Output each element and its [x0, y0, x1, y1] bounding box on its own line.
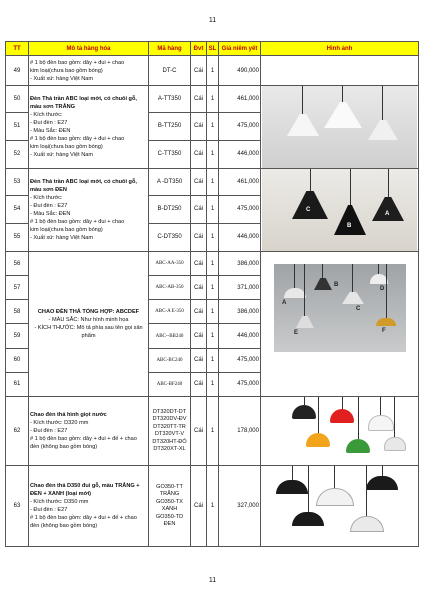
row-tt: 62 [6, 397, 29, 466]
desc-line: - Kích thước: [30, 112, 63, 118]
row-unit: Cái [191, 466, 207, 547]
header-image: Hình ảnh [261, 42, 419, 56]
row-price: 446,000 [219, 223, 261, 251]
row-tt: 52 [6, 140, 29, 168]
code-line: TRẮNG [159, 491, 180, 497]
row-price: 178,000 [219, 397, 261, 466]
row-unit: Cái [191, 223, 207, 251]
desc-title: Đèn Thả trần ABC loại mới, có chuôi gỗ, màu sơn ĐEN [30, 179, 137, 193]
row-tt: 60 [6, 348, 29, 372]
code-line: DT320DV-ĐV [152, 416, 187, 422]
row-code: B-TT250 [149, 113, 191, 140]
header-price: Giá niêm yết [219, 42, 261, 56]
row-price: 490,000 [219, 56, 261, 86]
row-tt: 57 [6, 276, 29, 300]
black-lamp-shade [366, 476, 398, 490]
row-unit: Cái [191, 113, 207, 140]
row-code: ABC--BB240 [149, 324, 191, 348]
desc-title: Đèn Thả trần ABC loại mới, có chuôi gỗ, màu sơn TRẮNG [30, 96, 137, 110]
black-lamp-shade [292, 512, 324, 526]
row-code: ABC-A E-350 [149, 300, 191, 324]
row-code: B-DT250 [149, 196, 191, 223]
row-code [149, 397, 191, 466]
desc-line: - Xuất xứ: hàng Việt Nam [30, 235, 94, 241]
row-qty: 1 [207, 276, 219, 300]
row-tt: 58 [6, 300, 29, 324]
header-unit: Đvt [191, 42, 207, 56]
row-unit: Cái [191, 397, 207, 466]
code-line: DT320DT-DT [152, 408, 187, 415]
row-qty: 1 [207, 397, 219, 466]
row-unit: Cái [191, 140, 207, 168]
code-line: ĐEN [163, 521, 176, 527]
desc-line: - Đui đèn : E27 [30, 203, 68, 209]
row-qty: 1 [207, 56, 219, 86]
product-image [261, 397, 419, 466]
header-desc: Mô tả hàng hóa [29, 42, 149, 56]
row-qty: 1 [207, 223, 219, 251]
row-unit: Cái [191, 252, 207, 276]
row-code [149, 466, 191, 547]
desc-line: - Kích thước: D320 mm [30, 420, 89, 426]
product-description [29, 56, 149, 86]
product-image [261, 56, 419, 86]
photo-label: F [382, 328, 386, 334]
row-price: 461,000 [219, 169, 261, 196]
desc-line: - Xuất xứ: hàng Việt Nam [30, 152, 94, 158]
row-qty: 1 [207, 324, 219, 348]
row-code: DT-C [149, 56, 191, 86]
code-line: DT320TT-TR [153, 423, 186, 430]
white-lamp-shade [350, 516, 384, 532]
page-number-top: 11 [208, 17, 217, 24]
red-lamp-shade [330, 409, 354, 423]
white-lamp-shade [368, 415, 394, 431]
header-tt: TT [6, 42, 29, 56]
code-line: GO350-TD [155, 513, 184, 520]
white-lamp-shade [316, 488, 354, 506]
product-image [261, 86, 419, 169]
product-image [261, 169, 419, 252]
row-code: ABC-BF240 [149, 372, 191, 396]
desc-line: # 1 bộ đèn bao gồm: dây + đui + chao [30, 59, 125, 66]
row-price: 386,000 [219, 252, 261, 276]
photo-label: E [294, 330, 299, 336]
desc-line: kim loại(chưa bao gồm bóng) [30, 144, 103, 150]
photo-label: C [306, 207, 311, 213]
desc-title: Chao đèn thả hình giọt nước [30, 412, 107, 418]
table-row [6, 169, 419, 196]
desc-line: # 1 bộ đèn bao gồm: dây + đui + đế + chao đèn (không bao gồm bóng) [30, 515, 137, 529]
desc-line: kim loại(chưa bao gồm bóng) [30, 227, 103, 233]
row-qty: 1 [207, 252, 219, 276]
row-unit: Cái [191, 372, 207, 396]
row-qty: 1 [207, 140, 219, 168]
row-price: 475,000 [219, 372, 261, 396]
row-unit: Cái [191, 324, 207, 348]
product-description [29, 86, 149, 169]
row-tt: 63 [6, 466, 29, 547]
desc-line: - Kích thước: [30, 195, 63, 201]
row-price: 446,000 [219, 324, 261, 348]
header-qty: SL [207, 42, 219, 56]
row-price: 475,000 [219, 348, 261, 372]
price-table [5, 41, 419, 547]
desc-line: kim loại(chưa bao gồm bóng) [30, 67, 103, 74]
white-lamp-shade [287, 114, 319, 136]
photo-label: B [347, 223, 352, 229]
row-code: C-TT350 [149, 140, 191, 168]
lamp-photo [274, 264, 406, 352]
row-price: 386,000 [219, 300, 261, 324]
orange-lamp-shade [306, 433, 330, 447]
black-lamp-shade [292, 405, 316, 419]
desc-line: - Đui đèn : E27 [30, 120, 68, 126]
row-price: 327,000 [219, 466, 261, 547]
page-number-bottom: 11 [208, 577, 217, 584]
row-price: 461,000 [219, 86, 261, 113]
desc-line: - Đui đèn : E27 [30, 507, 68, 513]
photo-label: D [380, 286, 385, 292]
white-lamp-shade [368, 120, 398, 140]
row-unit: Cái [191, 276, 207, 300]
code-line: DT320XT-XL [153, 446, 186, 452]
row-unit: Cái [191, 169, 207, 196]
row-price: 475,000 [219, 113, 261, 140]
code-line: DT320VT-V [154, 431, 185, 437]
white-lamp-shade [324, 102, 362, 128]
desc-line: - Xuất xứ: hàng Việt Nam [30, 75, 94, 82]
header-code: Mã hàng [149, 42, 191, 56]
desc-line: - Màu Sắc: ĐEN [30, 128, 71, 134]
row-price: 371,000 [219, 276, 261, 300]
desc-title: CHAO ĐÈN THẢ TỔNG HỢP: ABCDEF [37, 309, 140, 315]
code-line: GO350-TX [155, 498, 184, 505]
table-row [6, 252, 419, 276]
photo-label: C [356, 306, 361, 312]
black-lamp-shade [334, 205, 366, 235]
row-qty: 1 [207, 113, 219, 140]
row-code: ABC-AB-350 [149, 276, 191, 300]
desc-line: - KÍCH THƯỚC: Mô tả phía sau tên gọi sản phẩm [34, 325, 143, 339]
row-tt: 54 [6, 196, 29, 223]
row-qty: 1 [207, 86, 219, 113]
row-unit: Cái [191, 56, 207, 86]
desc-line: - Màu Sắc: ĐEN [30, 211, 71, 217]
row-qty: 1 [207, 300, 219, 324]
table-row [6, 466, 419, 547]
code-line: XANH [161, 506, 178, 512]
product-image [261, 466, 419, 547]
row-price: 475,000 [219, 196, 261, 223]
photo-label: A [385, 211, 390, 217]
desc-line: # 1 bộ đèn bao gồm: dây + đui + chao [30, 136, 125, 142]
row-tt: 49 [6, 56, 29, 86]
product-description [29, 466, 149, 547]
desc-line: - MÀU SẮC: Như hình minh họa [48, 317, 129, 323]
row-code: ABC-AA-350 [149, 252, 191, 276]
table-row [6, 397, 419, 466]
code-line: GO350-TT [156, 483, 183, 490]
row-qty: 1 [207, 372, 219, 396]
row-price: 446,000 [219, 140, 261, 168]
desc-line: - Kích thước: D350 mm [30, 499, 89, 505]
row-tt: 55 [6, 223, 29, 251]
row-qty: 1 [207, 466, 219, 547]
black-lamp-shade [292, 191, 328, 219]
row-tt: 51 [6, 113, 29, 140]
row-code: C-DT350 [149, 223, 191, 251]
black-lamp-shade [276, 480, 308, 494]
row-unit: Cái [191, 300, 207, 324]
desc-line: # 1 bộ đèn bao gồm: dây + đui + chao [30, 219, 125, 225]
photo-label: A [282, 300, 287, 306]
desc-line: # 1 bộ đèn bao gồm: dây + đui + đế + chao đèn (không bao gồm bóng) [30, 436, 137, 450]
green-lamp-shade [346, 439, 370, 453]
white-lamp-shade [384, 437, 406, 451]
row-code: A -DT350 [149, 169, 191, 196]
row-tt: 59 [6, 324, 29, 348]
row-qty: 1 [207, 169, 219, 196]
product-description [29, 252, 149, 397]
black-lamp-shade [372, 197, 404, 221]
code-line: DT320HT-ĐỎ [152, 438, 187, 445]
product-description [29, 397, 149, 466]
row-qty: 1 [207, 196, 219, 223]
photo-label: B [334, 282, 339, 288]
row-tt: 61 [6, 372, 29, 396]
product-description [29, 169, 149, 252]
desc-title: Chao đèn thả D350 đui gỗ, màu TRẮNG + ĐEN + XANH (loại mới) [30, 483, 140, 497]
table-row [6, 56, 419, 86]
row-tt: 50 [6, 86, 29, 113]
row-unit: Cái [191, 348, 207, 372]
table-header-row [6, 42, 419, 56]
table-row [6, 86, 419, 113]
row-tt: 56 [6, 252, 29, 276]
product-image [261, 252, 419, 397]
row-code: A-TT350 [149, 86, 191, 113]
row-unit: Cái [191, 86, 207, 113]
row-unit: Cái [191, 196, 207, 223]
row-code: ABC-BC240 [149, 348, 191, 372]
row-qty: 1 [207, 348, 219, 372]
row-tt: 53 [6, 169, 29, 196]
desc-line: - Đui đèn : E27 [30, 428, 68, 434]
